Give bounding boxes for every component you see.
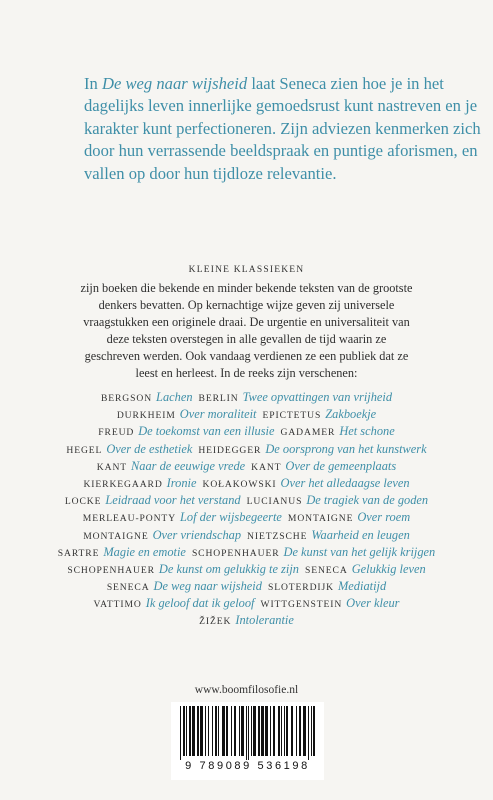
barcode-bar [248,706,249,760]
title-entry [97,457,245,474]
work-title: Gelukkig leven [351,561,426,576]
work-title: Het schone [339,424,395,439]
barcode-bars [180,706,315,760]
author-name: KOŁAKOWSKI [202,478,277,490]
title-entry [192,543,435,560]
author-name: SCHOPENHAUER [191,547,280,559]
author-name: VATTIMO [93,599,142,611]
title-row [40,422,453,439]
barcode-bar [186,706,187,756]
barcode-bar [197,706,199,756]
work-title: Mediatijd [337,579,387,594]
title-entry [66,440,192,457]
series-intro: zijn boeken die bekende en minder bekende teksten van de grootste denkers bevatten. Op kernachtige wijze geven zij universele vraagstukken een originele draai. De urgentie en universaliteit van deze teksten overstegen in alle gevallen de tijd waarin ze geschreven werden. Ook vandaag verdienen ze een publiek dat ze leest en herleest. In de reeks zijn verschenen: [80,281,413,380]
barcode-bar [303,706,306,756]
work-title: Naar de eeuwige vrede [131,458,246,473]
work-title: Magie en emotie [103,544,186,559]
author-name: SENECA [106,582,150,594]
title-row [40,577,453,594]
author-name: HEGEL [66,444,103,456]
barcode-bar [313,706,315,756]
title-entry [83,508,282,525]
title-entry [251,457,396,474]
barcode-bar [311,706,312,756]
title-entry [83,526,241,543]
barcode-bar [273,706,275,756]
barcode-bar [286,706,288,756]
title-entry [202,474,409,491]
barcode-bar [226,706,228,756]
title-entry [83,474,196,491]
title-entry [198,440,426,457]
barcode-bar [258,706,260,756]
author-name: DURKHEIM [116,410,176,422]
barcode-bar [222,706,225,756]
barcode-bar [241,706,244,756]
title-entry [67,560,299,577]
author-name: EPICTETUS [262,410,322,422]
barcode-bar [192,706,195,756]
work-title: Ironie [166,475,197,490]
barcode [171,702,324,780]
work-title: De toekomst van een illusie [138,424,275,439]
title-row [40,457,453,474]
work-title: Over vriendschap [152,527,242,542]
title-row [40,543,453,560]
title-row [40,508,453,525]
series-title: KLEINE KLASSIEKEN [188,265,305,275]
title-row [40,474,453,491]
work-title: Waarheid en leugen [311,527,410,542]
work-title: De weg naar wijsheid [153,579,262,594]
author-name: SENECA [304,564,348,576]
title-entry [101,388,193,405]
title-row [40,560,453,577]
author-name: GADAMER [280,427,336,439]
barcode-bar [265,706,268,756]
title-row [40,440,453,457]
title-entry [199,611,294,628]
author-name: SLOTERDIJK [267,582,334,594]
work-title: Over kleur [346,596,400,611]
back-cover-blurb [84,73,484,186]
title-entry [260,594,399,611]
author-name: BERGSON [100,393,153,404]
author-name: LOCKE [64,496,102,508]
author-name: KANT [96,461,128,473]
work-title: Intolerantie [235,613,294,628]
blurb-text: laat Seneca zien hoe je in het dagelijks leven innerlijke gemoedsrust kunt nastreven en je karakter kunt perfectioneren. Zijn adviezen kenmerken zich door hun verrassende beeldspraak en puntige aforismen, en vallen op door hun tijdloze relevantie. [84,73,481,183]
author-name: SCHOPENHAUER [67,564,155,576]
title-entry [107,577,262,594]
author-name: NIETZSCHE [247,530,308,542]
barcode-bar [261,706,264,756]
work-title: De tragiek van de goden [306,493,429,508]
barcode-bar [215,706,217,756]
barcode-bar [180,706,181,760]
barcode-bar [189,706,191,756]
barcode-bar [278,706,280,756]
title-row [40,611,453,628]
barcode-bar [308,706,309,760]
barcode-bar [200,706,203,756]
barcode-bar [212,706,213,756]
work-title: Over het alledaagse leven [280,475,410,490]
author-name: HEIDEGGER [198,444,262,456]
title-entry [263,405,377,422]
blurb-prefix: In [84,73,102,93]
title-row [40,526,453,543]
work-title: Lof der wijsbegeerte [180,510,282,525]
barcode-bar [291,706,293,756]
barcode-bar [251,706,252,756]
work-title: Over de gemeenplaats [285,458,397,473]
author-name: MERLEAU-PONTY [82,513,177,525]
barcode-bar [253,706,256,756]
barcode-bar [231,706,232,756]
title-entry [65,491,241,508]
work-title: De oorsprong van het kunstwerk [265,441,427,456]
title-entry [117,405,257,422]
title-entry [288,508,410,525]
title-row [40,491,453,508]
title-entry [305,560,426,577]
series-title-list [40,388,453,629]
work-title: Leidraad voor het verstand [105,493,241,508]
title-row [40,388,453,405]
author-name: LUCIANUS [246,496,303,508]
title-entry [98,422,274,439]
title-entry [247,491,429,508]
work-title: Over moraliteit [179,407,257,422]
author-name: WITTGENSTEIN [260,599,343,611]
barcode-bar [208,706,209,756]
author-name: SARTRE [57,547,100,559]
work-title: De kunst om gelukkig te zijn [158,561,299,576]
barcode-bar [270,706,271,756]
barcode-bar [234,706,236,756]
publisher-url[interactable]: www.boomfilosofie.nl [194,684,299,696]
author-name: MONTAIGNE [287,513,354,525]
barcode-bar [246,706,247,760]
work-title: Zakboekje [325,407,377,422]
author-name: BERLIN [198,393,239,404]
author-name: KIERKEGAARD [83,478,163,490]
title-row [40,405,453,422]
isbn-number: 9 789089 536198 [185,760,310,772]
work-title: Ik geloof dat ik geloof [145,596,255,611]
barcode-bar [296,706,297,756]
work-title: Over roem [357,510,411,525]
book-title: De weg naar wijsheid [101,73,248,93]
barcode-bar [183,706,185,756]
work-title: Twee opvattingen van vrijheid [242,390,393,404]
barcode-bar [281,706,282,756]
barcode-bar [239,706,240,756]
author-name: MONTAIGNE [83,530,149,542]
title-entry [94,594,255,611]
barcode-bar [284,706,285,756]
barcode-bar [218,706,219,756]
barcode-bar [299,706,301,756]
work-title: Lachen [156,390,193,404]
title-entry [268,577,386,594]
title-entry [199,388,393,405]
work-title: De kunst van het gelijk krijgen [283,544,436,559]
barcode-bar [205,706,206,756]
title-entry [247,526,410,543]
author-name: KANT [251,461,282,473]
title-entry [281,422,395,439]
author-name: ŽIŽEK [199,616,232,628]
author-name: FREUD [98,427,135,439]
title-row [40,594,453,611]
title-entry [58,543,186,560]
work-title: Over de esthetiek [106,441,193,456]
